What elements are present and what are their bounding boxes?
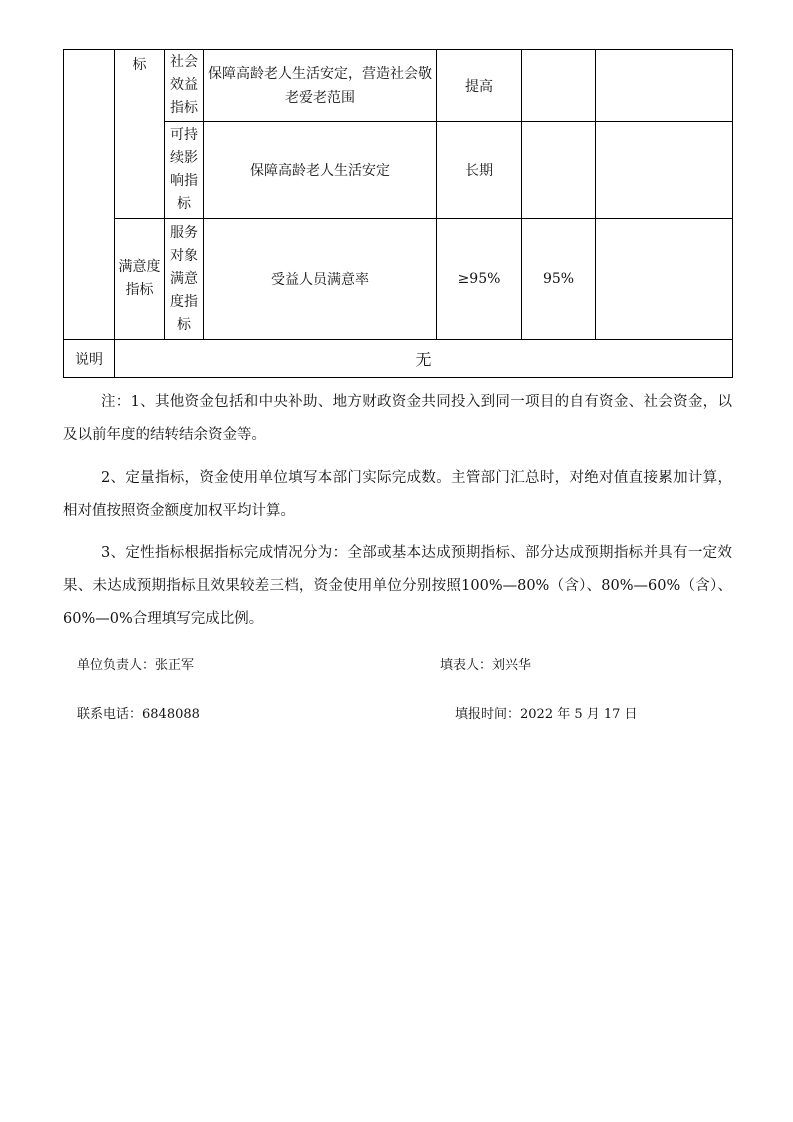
date-label: 填报时间：2022 年 5 月 17 日 — [455, 707, 638, 722]
indicator-content-cell: 保障高龄老人生活安定，营造社会敬老爱老范围 — [204, 50, 437, 122]
indicator-category-cell: 标 — [115, 50, 165, 219]
remark-cell — [596, 219, 733, 340]
performance-table — [63, 49, 733, 378]
note-paragraph: 3、定性指标根据指标完成情况分为：全部或基本达成预期指标、部分达成预期指标并具有一定效果、未达成预期指标且效果较差三档，资金使用单位分别按照100%—80%（含）、80%—60%（含）、60%—0%合理填写完成比例。 — [63, 545, 732, 627]
target-value-cell: 提高 — [437, 50, 522, 122]
filler-label: 填表人：刘兴华 — [440, 658, 532, 673]
target-value-cell: 长期 — [437, 122, 522, 219]
remark-cell — [596, 122, 733, 219]
indicator-category-cell: 满意度指标 — [115, 219, 165, 340]
remark-cell — [596, 50, 733, 122]
table-row — [64, 219, 733, 340]
table-cell — [64, 50, 115, 340]
table-row — [64, 50, 733, 122]
actual-value-cell — [522, 50, 596, 122]
indicator-content-cell: 受益人员满意率 — [204, 219, 437, 340]
note-value-cell: 无 — [115, 340, 733, 378]
actual-value-cell: 95% — [522, 219, 596, 340]
target-value-cell: ≥95% — [437, 219, 522, 340]
note-paragraph: 注：1、其他资金包括和中央补助、地方财政资金共同投入到同一项目的自有资金、社会资金，以及以前年度的结转结余资金等。 — [63, 394, 732, 443]
indicator-subcategory-cell: 服务对象满意度指标 — [165, 219, 204, 340]
unit-head-label: 单位负责人：张正军 — [77, 658, 195, 673]
indicator-subcategory-cell: 社会效益指标 — [165, 50, 204, 122]
table-row — [64, 340, 733, 378]
note-paragraph: 2、定量指标，资金使用单位填写本部门实际完成数。主管部门汇总时，对绝对值直接累加计算，相对值按照资金额度加权平均计算。 — [63, 470, 732, 519]
indicator-content-cell: 保障高龄老人生活安定 — [204, 122, 437, 219]
note-label-cell: 说明 — [64, 340, 115, 378]
table-row — [64, 122, 733, 219]
phone-label: 联系电话：6848088 — [77, 707, 200, 722]
indicator-subcategory-cell: 可持续影响指标 — [165, 122, 204, 219]
actual-value-cell — [522, 122, 596, 219]
